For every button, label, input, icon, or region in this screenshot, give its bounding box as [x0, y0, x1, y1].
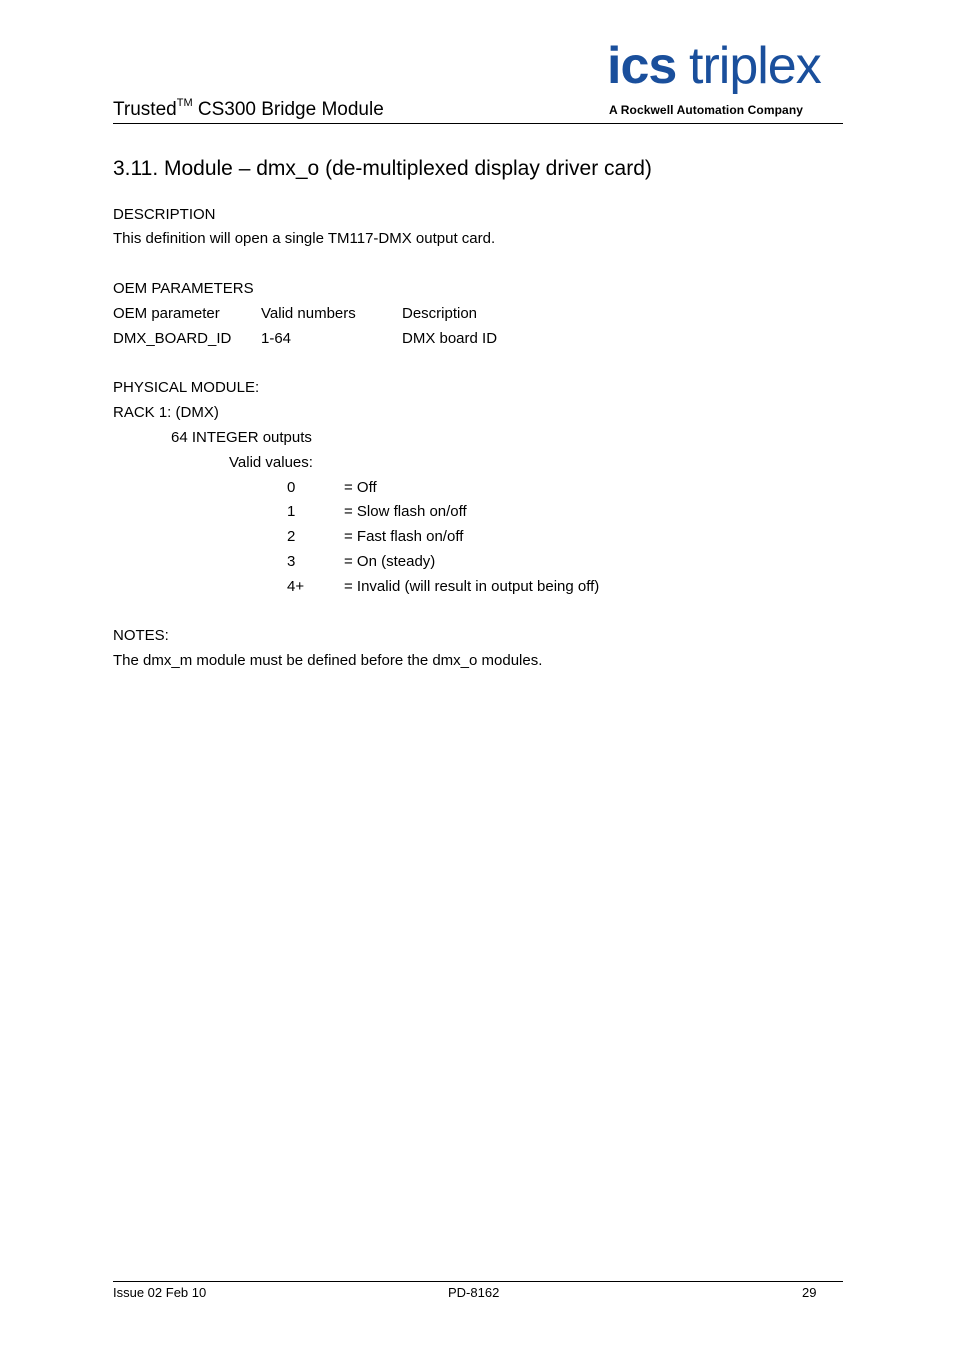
valid-value-meaning: = Invalid (will result in output being off) [344, 578, 600, 595]
valid-value-meaning: = Slow flash on/off [344, 503, 467, 520]
section-heading: 3.11. Module – dmx_o (de-multiplexed display driver card) [113, 157, 652, 180]
notes-text: The dmx_m module must be defined before the dmx_o modules. [113, 652, 543, 669]
valid-value-code: 3 [287, 553, 296, 570]
running-header-title [113, 98, 384, 122]
description-text: This definition will open a single TM117-DMX output card. [113, 230, 496, 247]
oem-table-cell: 1-64 [261, 330, 292, 347]
valid-value-code: 0 [287, 479, 296, 496]
header-product: Trusted [113, 99, 177, 120]
physical-module-label: PHYSICAL MODULE: [113, 379, 260, 396]
oem-column-header: OEM parameter [113, 305, 220, 322]
oem-table-cell: DMX_BOARD_ID [113, 330, 232, 347]
valid-values-label: Valid values: [229, 454, 313, 471]
description-label: DESCRIPTION [113, 206, 216, 223]
oem-column-header: Description [402, 305, 478, 322]
oem-parameters-label: OEM PARAMETERS [113, 280, 254, 297]
logo-tagline: A Rockwell Automation Company [609, 103, 804, 117]
footer-page-number: 29 [802, 1285, 817, 1300]
valid-value-meaning: = Off [344, 479, 377, 496]
valid-value-code: 4+ [287, 578, 305, 595]
logo-ics-wordmark: ics [607, 37, 677, 95]
logo-triplex-wordmark: triplex [689, 37, 821, 95]
rack-label: RACK 1: (DMX) [113, 404, 219, 421]
valid-value-meaning: = Fast flash on/off [344, 528, 464, 545]
valid-value-code: 2 [287, 528, 296, 545]
valid-value-code: 1 [287, 503, 296, 520]
header-title-rest: CS300 Bridge Module [192, 99, 384, 120]
trademark-mark: TM [176, 97, 193, 109]
footer-issue: Issue 02 Feb 10 [113, 1285, 207, 1300]
outputs-description: 64 INTEGER outputs [171, 429, 312, 446]
valid-value-meaning: = On (steady) [344, 553, 436, 570]
footer-document-id: PD-8162 [448, 1285, 500, 1300]
oem-column-header: Valid numbers [261, 305, 356, 322]
notes-label: NOTES: [113, 627, 169, 644]
oem-table-cell: DMX board ID [402, 330, 498, 347]
header-rule [113, 123, 843, 124]
footer-rule [113, 1281, 843, 1282]
